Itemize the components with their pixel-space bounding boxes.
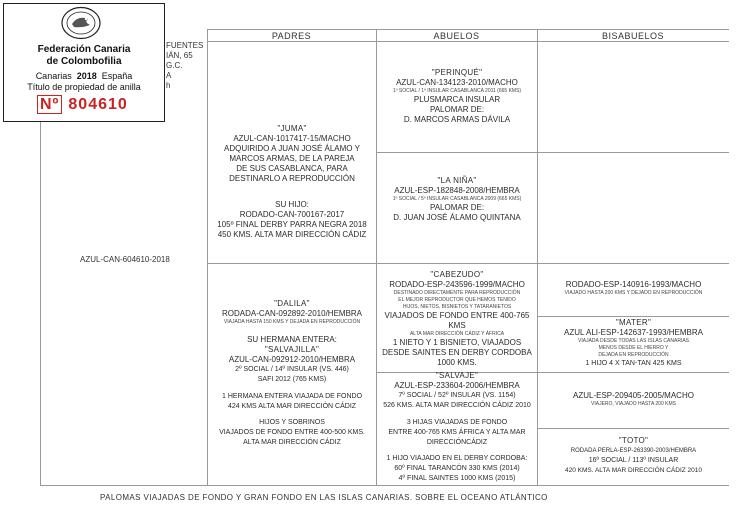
ggp2-note-2: MENOS DESDE EL HIERRO Y bbox=[598, 345, 669, 351]
ggp-split-1 bbox=[537, 316, 729, 317]
ggp4-cell bbox=[538, 436, 729, 476]
ggp4-name: "TOTO" bbox=[618, 436, 649, 445]
gp2-tiny: 1º SOCIAL / 5º INSULAR CASABLANCA 2009 (665 KMS) bbox=[392, 196, 522, 202]
left-bracket-top bbox=[40, 120, 41, 485]
ggp3-ring: AZUL-ESP-209405-2005/MACHO bbox=[573, 391, 694, 400]
footer-caption: PALOMAS VIAJADAS DE FONDO Y GRAN FONDO EN LAS ISLAS CANARIAS. SOBRE EL OCEANO ATLÁNTICO bbox=[100, 493, 548, 502]
father-ring: AZUL-CAN-1017417-15/MACHO bbox=[233, 134, 351, 143]
side-fragment-2: IÁN, 65 bbox=[166, 51, 193, 60]
mother-brother-line-1: 1 HERMANA ENTERA VIAJADA DE FONDO bbox=[221, 393, 363, 400]
ggp3-cell bbox=[538, 391, 729, 408]
col-divider-3 bbox=[537, 29, 538, 485]
stamp-number-prefix: Nº bbox=[37, 95, 62, 114]
gp3-tiny-1: DESTINADO DIRECTAMENTE PARA REPRODUCCIÓN bbox=[393, 290, 521, 296]
father-son-ring: RODADO-CAN-700167-2017 bbox=[239, 210, 345, 219]
subject-ring: AZUL-CAN-604610-2018 bbox=[80, 255, 170, 264]
gp1-name: "PERINQUÉ" bbox=[431, 68, 483, 77]
gp3-name: "CABEZUDO" bbox=[430, 270, 484, 279]
gp4-name: "SALVAJE" bbox=[435, 371, 479, 380]
side-fragment-3: G.C. bbox=[166, 61, 183, 70]
gp2-cell bbox=[377, 176, 537, 223]
father-name: "JUMA" bbox=[277, 124, 307, 133]
stamp-number-row bbox=[37, 96, 128, 114]
gp4-note-8: 4º FINAL SAINTES 1000 KMS (2015) bbox=[398, 475, 516, 482]
gp1-ring: AZUL-CAN-134123-2010/MACHO bbox=[396, 78, 518, 87]
gp2-note-1: PALOMAR DE: bbox=[429, 203, 485, 212]
gp4-note-6: 1 HIJO VIAJADO EN EL DERBY CORDOBA: bbox=[386, 455, 528, 462]
ggp2-note-1: VIAJADA DESDE TODAS LAS ISLAS CANARIAS bbox=[578, 338, 689, 344]
father-note-3: DE SUS CASABLANCA, PARA bbox=[236, 164, 348, 173]
header-grandparents: ABUELOS bbox=[433, 31, 480, 41]
ggp2-name: "MATER" bbox=[615, 318, 652, 327]
gp3-tiny-2: EL MEJOR REPRODUCTOR QUE HEMOS TENIDO bbox=[398, 297, 516, 303]
ggp1-tiny: VIAJADO HASTA 200 KMS Y DEJADO EN REPRODUCCIÓN bbox=[564, 290, 703, 296]
parents-split bbox=[207, 263, 729, 264]
gp3-note-4: DESDE SAINTES EN DERBY CORDOBA bbox=[382, 348, 532, 357]
gp4-note-7: 60º FINAL TARANCÓN 330 KMS (2014) bbox=[394, 465, 520, 472]
gp3-ring: RODADO-ESP-243596-1999/MACHO bbox=[389, 280, 525, 289]
bottom-border bbox=[40, 485, 729, 486]
ggp2-ring: AZUL ALI-ESP-142637-1993/HEMBRA bbox=[564, 328, 703, 337]
gp4-note-5: DIRECCIÓNCÁDIZ bbox=[426, 439, 488, 446]
header-underline bbox=[207, 41, 729, 42]
stamp-region: Canarias bbox=[35, 71, 72, 81]
father-cell bbox=[208, 124, 376, 240]
gp4-note-2: 526 KMS. ALTA MAR DIRECCIÓN CÁDIZ 2010 bbox=[383, 402, 531, 409]
gp3-note-1: VIAJADOS DE FONDO ENTRE 400-765 KMS bbox=[384, 311, 530, 330]
father-note-4: DESTINARLO A REPRODUCCIÓN bbox=[229, 174, 355, 183]
gp4-note-1: 7º SOCIAL / 52º INSULAR (VS. 1154) bbox=[398, 392, 516, 399]
mother-sister-heading: SU HERMANA ENTERA: bbox=[247, 335, 337, 344]
ggp2-cell bbox=[538, 318, 729, 369]
mother-sister-name: "SALVAJILLA" bbox=[264, 345, 320, 354]
gp3-note-5: 1000 KMS. bbox=[437, 358, 477, 367]
gp1-tiny: 1º SOCIAL / 1º INSULAR CASABLANCA 2011 (665 KMS) bbox=[392, 88, 522, 94]
father-son-note-1: 105º FINAL DERBY PARRA NEGRA 2018 bbox=[217, 220, 367, 229]
mother-cell bbox=[208, 299, 376, 448]
gp-split-1 bbox=[376, 152, 729, 153]
ggp4-note-1: 16º SOCIAL / 113º INSULAR bbox=[588, 457, 679, 464]
mother-offspring-1: VIAJADOS DE FONDO ENTRE 400-500 KMS. bbox=[219, 429, 365, 436]
side-fragment-1: FUENTES bbox=[166, 41, 204, 50]
ggp-split-2 bbox=[537, 428, 729, 429]
ggp1-cell bbox=[538, 280, 729, 297]
stamp-region-line bbox=[4, 71, 164, 82]
gp1-cell bbox=[377, 68, 537, 125]
father-son-note-2: 450 KMS. ALTA MAR DIRECCIÓN CÁDIZ bbox=[217, 230, 367, 239]
mother-offspring-heading: HIJOS Y SOBRINOS bbox=[259, 419, 325, 426]
stamp-org-line1: Federación Canaria bbox=[37, 44, 131, 55]
mother-ring: RODADA-CAN-092892-2010/HEMBRA bbox=[221, 309, 363, 318]
ownership-stamp bbox=[3, 3, 165, 122]
gp3-note-2: ALTA MAR DIRECCIÓN CÁDIZ Y ÁFRICA bbox=[409, 331, 505, 337]
side-fragment-5: h bbox=[166, 81, 171, 90]
father-note-2: MARCOS ARMAS, DE LA PAREJA bbox=[229, 154, 355, 163]
gp3-cell bbox=[377, 270, 537, 368]
gp1-note-3: D. MARCOS ARMAS DÁVILA bbox=[403, 115, 511, 124]
mother-sister-note-1: 2º SOCIAL / 14º INSULAR (VS. 446) bbox=[235, 366, 349, 373]
father-son-heading: SU HIJO: bbox=[275, 200, 309, 209]
stamp-number: 804610 bbox=[68, 96, 128, 113]
header-great-grandparents: BISABUELOS bbox=[601, 31, 665, 41]
gp1-note-1: PLUSMARCA INSULAR bbox=[413, 95, 501, 104]
stamp-year: 2018 bbox=[76, 71, 97, 81]
mother-name: "DALILA" bbox=[274, 299, 310, 308]
gp4-ring: AZUL-ESP-233604-2006/HEMBRA bbox=[394, 381, 520, 390]
mother-sister-ring: AZUL-CAN-092912-2010/HEMBRA bbox=[228, 355, 356, 364]
ggp4-ring: RODADA PERLA-ESP-263390-2003/HEMBRA bbox=[570, 448, 697, 454]
top-border bbox=[207, 29, 729, 30]
header-parents: PADRES bbox=[271, 31, 312, 41]
gp4-note-3: 3 HIJAS VIAJADAS DE FONDO bbox=[406, 419, 508, 426]
gp4-cell bbox=[377, 371, 537, 484]
mother-sister-note-2: SAFI 2012 (765 KMS) bbox=[257, 376, 327, 383]
gp3-note-3: 1 NIETO Y 1 BISNIETO, VIAJADOS bbox=[392, 338, 522, 347]
father-note-1: ADQUIRIDO A JUAN JOSÉ ÁLAMO Y bbox=[224, 144, 360, 153]
ggp2-note-4: 1 HIJO 4 X TAN-TAN 425 KMS bbox=[585, 360, 682, 367]
ggp1-ring: RODADO-ESP-140916-1993/MACHO bbox=[565, 280, 702, 289]
side-fragment-4: A bbox=[166, 71, 172, 80]
ggp2-note-3: DEJADA EN REPRODUCCIÓN bbox=[598, 352, 669, 358]
gp2-ring: AZUL-ESP-182848-2008/HEMBRA bbox=[394, 186, 520, 195]
ggp3-tiny: VIAJERO, VIAJADO HASTA 200 KMS bbox=[591, 401, 676, 407]
mother-brother-line-2: 424 KMS ALTA MAR DIRECCIÓN CÁDIZ bbox=[227, 403, 357, 410]
mother-tiny: VIAJADA HASTA 150 KMS Y DEJADA EN REPRODUCCIÓN bbox=[223, 319, 361, 325]
stamp-doc-title: Título de propiedad de anilla bbox=[27, 82, 141, 92]
gp2-name: "LA NIÑA" bbox=[437, 176, 477, 185]
stamp-org-line2: de Colombofilia bbox=[46, 56, 122, 67]
ggp4-note-2: 420 KMS. ALTA MAR DIRECCIÓN CÁDIZ 2010 bbox=[564, 467, 703, 474]
gp2-note-2: D. JUAN JOSÉ ÁLAMO QUINTANA bbox=[393, 213, 521, 222]
stamp-country: España bbox=[101, 71, 133, 81]
gp4-note-4: ENTRE 400-765 KMS ÁFRICA Y ALTA MAR bbox=[388, 429, 526, 436]
gp1-note-2: PALOMAR DE: bbox=[429, 105, 485, 114]
gp3-tiny-3: HIJOS, NIETOS, BISNIETOS Y TATARANIETOS bbox=[402, 304, 512, 310]
federation-seal-icon bbox=[60, 6, 102, 40]
mother-offspring-2: ALTA MAR DIRECCIÓN CÁDIZ bbox=[243, 439, 341, 446]
